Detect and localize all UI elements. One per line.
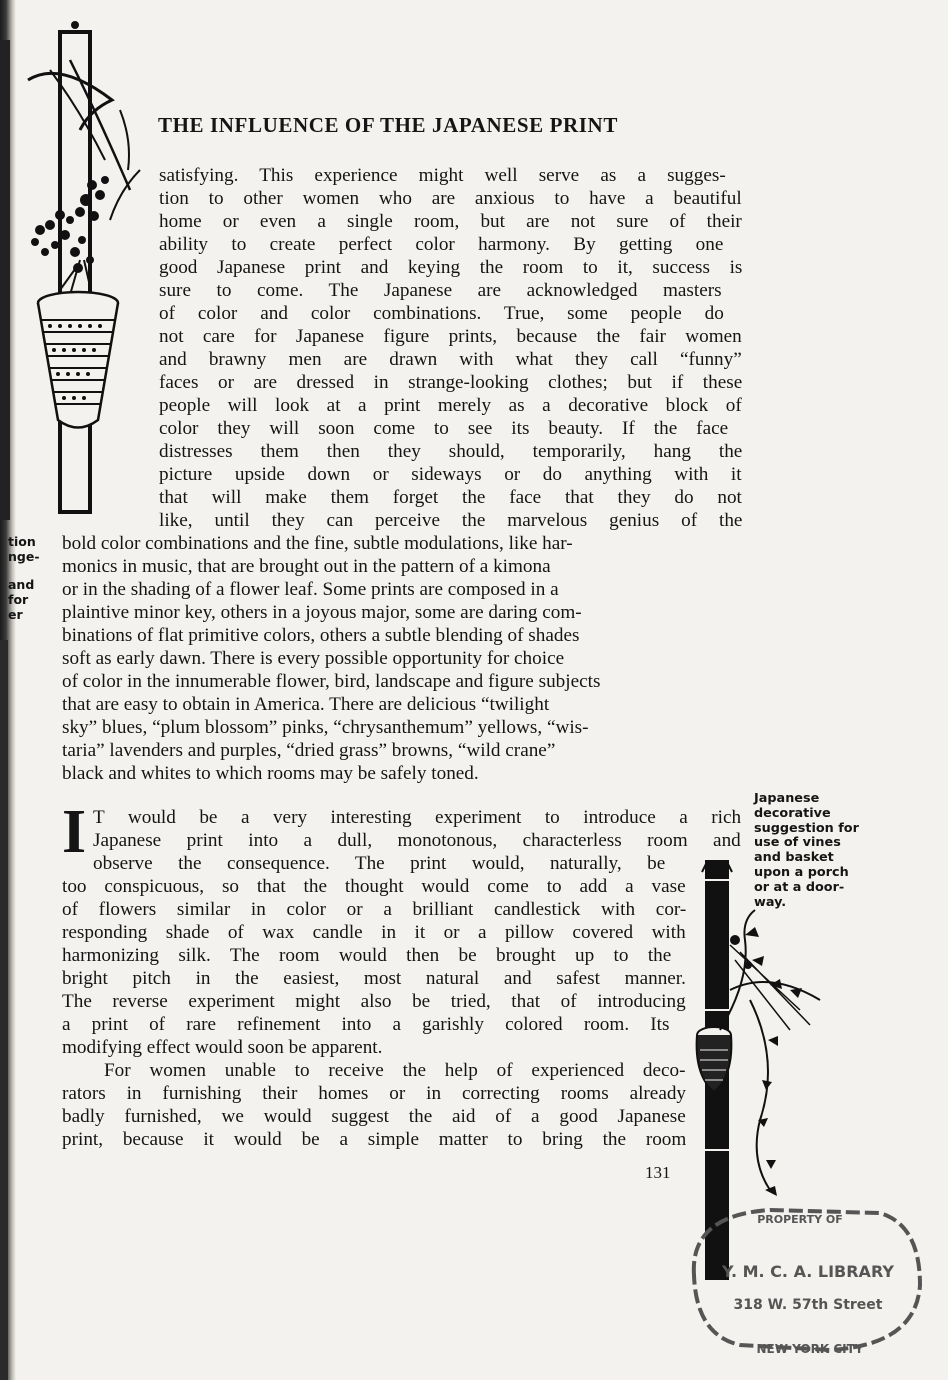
caption-line: suggestion for: [754, 820, 859, 836]
text-line: bright pitch in the easiest, most natural and safest manner.: [62, 968, 686, 989]
text-line: of color and color combinations. True, some people do: [159, 303, 724, 324]
text-line: distresses them then they should, temporarily, hang the: [159, 441, 743, 462]
left-cutoff-caption-line: tion: [8, 534, 36, 549]
text-line: T would be a very interesting experiment to introduce a rich: [93, 807, 742, 828]
text-line: picture upside down or sideways or do anything with it: [159, 464, 742, 485]
left-cutoff-caption-line: nge-: [8, 549, 40, 564]
text-line: of color in the innumerable flower, bird, landscape and figure subjects: [62, 671, 601, 692]
drop-cap: I: [62, 798, 87, 866]
text-line: too conspicuous, so that the thought would come to add a vase: [62, 876, 686, 897]
page-title: THE INFLUENCE OF THE JAPANESE PRINT: [158, 113, 618, 137]
stamp-line-1: Y. M. C. A. LIBRARY: [722, 1262, 894, 1281]
caption-line: or at a door-: [754, 879, 845, 895]
caption-line: decorative: [754, 805, 831, 821]
caption-line: upon a porch: [754, 864, 849, 880]
library-stamp: [680, 1185, 930, 1370]
text-line: of flowers similar in color or a brilliant candlestick with cor-: [62, 899, 687, 920]
text-line: For women unable to receive the help of experienced deco-: [104, 1060, 686, 1081]
text-line: that will make them forget the face that they do not: [159, 487, 742, 508]
text-line: print, because it would be a simple matter to bring the room: [62, 1129, 687, 1150]
text-line: a print of rare refinement into a garishly colored room. Its: [62, 1014, 670, 1035]
page-gutter-edge: [0, 40, 10, 520]
text-line: people will look at a print merely as a decorative block of: [159, 395, 742, 416]
caption-line: use of vines: [754, 835, 841, 851]
text-line: bold color combinations and the fine, subtle modulations, like har-: [62, 533, 573, 554]
text-line: rators in furnishing their homes or in correcting rooms already: [62, 1083, 687, 1104]
text-line: The reverse experiment might also be tried, that of introducing: [62, 991, 686, 1012]
text-line: faces or are dressed in strange-looking clothes; but if these: [159, 372, 743, 393]
text-line: home or even a single room, but are not sure of their: [159, 211, 742, 232]
text-line: soft as early dawn. There is every possible opportunity for choice: [62, 648, 565, 669]
text-line: like, until they can perceive the marvelous genius of the: [159, 510, 743, 531]
stamp-bottom-text: NEW YORK CITY: [756, 1342, 864, 1356]
text-line: color they will soon come to see its beauty. If the face: [159, 418, 729, 439]
text-line: and brawny men are drawn with what they call “funny”: [159, 349, 742, 370]
text-line: or in the shading of a flower leaf. Some prints are composed in a: [62, 579, 559, 600]
left-cutoff-caption-line: er: [8, 607, 23, 622]
text-line: harmonizing silk. The room would then be brought up to the: [62, 945, 672, 966]
text-line: ability to create perfect color harmony. By getting one: [159, 234, 724, 255]
text-line: observe the consequence. The print would, naturally, be: [93, 853, 666, 874]
text-line: sure to come. The Japanese are acknowledged masters: [159, 280, 722, 301]
text-line: sky” blues, “plum blossom” pinks, “chrysanthemum” yellows, “wis-: [62, 717, 589, 738]
text-line: binations of flat primitive colors, others a subtle blending of shades: [62, 625, 580, 646]
page-number: 131: [645, 1163, 671, 1182]
caption-line: Japanese: [754, 791, 820, 806]
stamp-top-text: PROPERTY OF: [757, 1213, 843, 1226]
text-line: black and whites to which rooms may be safely toned.: [62, 763, 479, 784]
text-line: badly furnished, we would suggest the aid of a good Japanese: [62, 1106, 686, 1127]
text-line: monics in music, that are brought out in the pattern of a kimona: [62, 556, 551, 577]
text-line: modifying effect would soon be apparent.: [62, 1037, 383, 1058]
text-line: satisfying. This experience might well serve as a sugges-: [159, 165, 726, 186]
text-line: taria” lavenders and purples, “dried grass” browns, “wild crane”: [62, 740, 556, 761]
text-line: responding shade of wax candle in it or a pillow covered with: [62, 922, 686, 943]
caption-line: way.: [754, 894, 787, 910]
left-cutoff-caption-line: for: [8, 592, 29, 607]
left-cutoff-caption-line: and: [8, 577, 35, 592]
text-line: that are easy to obtain in America. There are delicious “twilight: [62, 694, 550, 715]
caption-line: and basket: [754, 850, 834, 866]
page-gutter-edge-lower: [0, 640, 8, 1380]
bamboo-basket-illustration: [20, 20, 160, 520]
text-line: Japanese print into a dull, monotonous, characterless room and: [93, 830, 741, 851]
text-line: good Japanese print and keying the room to it, success is: [159, 257, 743, 278]
text-line: tion to other women who are anxious to have a beautiful: [159, 188, 742, 209]
text-line: not care for Japanese figure prints, because the fair women: [159, 326, 742, 347]
text-line: plaintive minor key, others in a joyous major, some are daring com-: [62, 602, 582, 623]
stamp-line-2: 318 W. 57th Street: [733, 1297, 883, 1313]
